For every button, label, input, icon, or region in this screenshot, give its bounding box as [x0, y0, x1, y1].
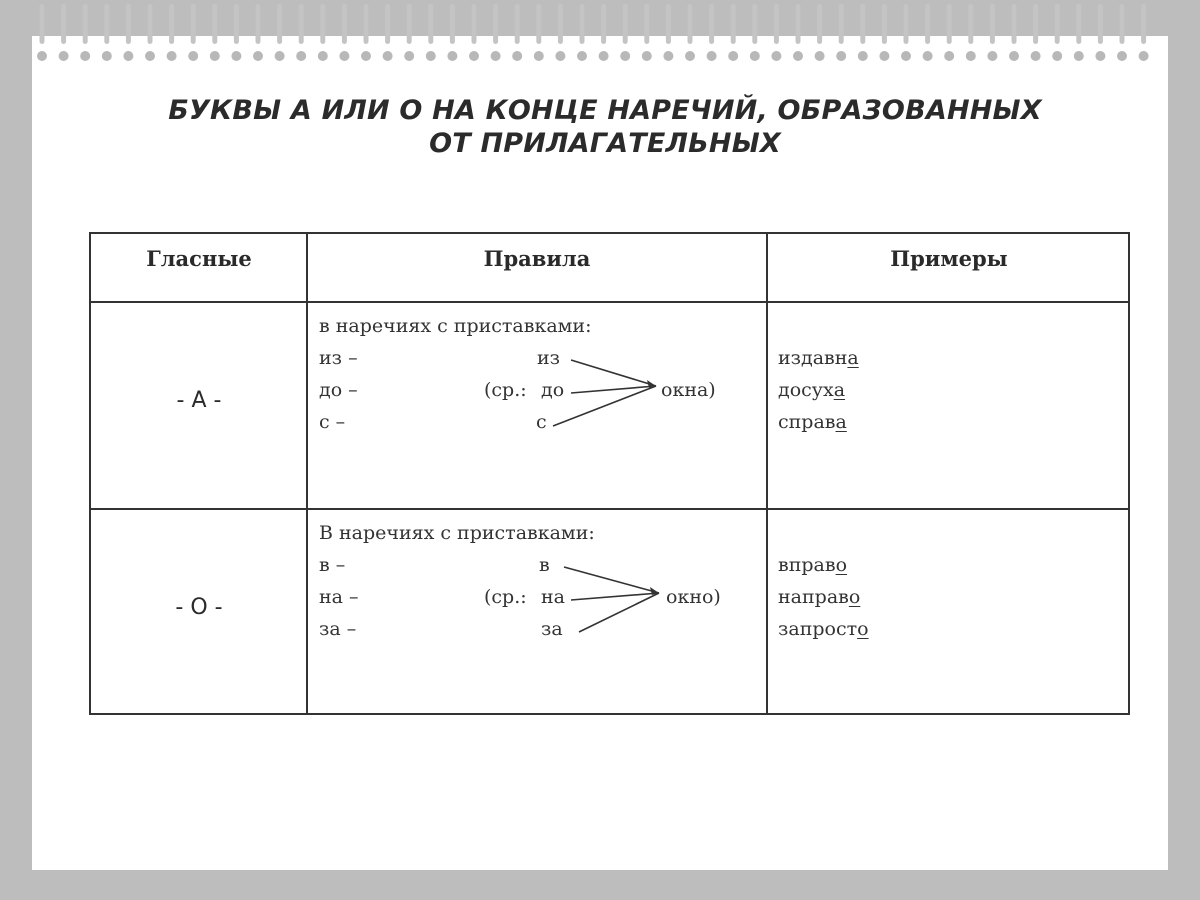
vowel-o: - О - — [175, 595, 223, 620]
title-line-2: ОТ ПРИЛАГАТЕЛЬНЫХ — [429, 128, 781, 159]
example-a-2: досуха — [778, 379, 846, 401]
rule-heading-o: В наречиях с приставками: — [319, 522, 595, 544]
example-a-1: издавна — [778, 347, 859, 369]
prefix-o-2: на – — [319, 586, 359, 608]
compare-word-a: окна) — [661, 379, 716, 401]
prefix-a-3: с – — [319, 411, 346, 433]
compare-prefix-a-2: до — [541, 379, 565, 401]
header-rules: Правила — [483, 246, 591, 271]
compare-prefix-a-1: из — [537, 347, 561, 369]
compare-prefix-o-1: в — [539, 554, 550, 576]
compare-prefix-a-3: с — [536, 411, 547, 433]
compare-word-o: окно) — [666, 586, 721, 608]
example-a-3: справа — [778, 411, 847, 433]
prefix-a-2: до – — [319, 379, 358, 401]
rules-table — [89, 232, 1130, 715]
header-vowels: Гласные — [146, 246, 252, 271]
vowel-a: - А - — [176, 388, 222, 413]
prefix-o-3: за – — [319, 618, 357, 640]
prefix-a-1: из – — [319, 347, 358, 369]
compare-prefix-o-3: за — [541, 618, 563, 640]
compare-prefix-o-2: на — [541, 586, 565, 608]
title-line-1: БУКВЫ А ИЛИ О НА КОНЦЕ НАРЕЧИЙ, ОБРАЗОВАННЫХ — [168, 95, 1042, 126]
header-examples: Примеры — [890, 246, 1008, 271]
compare-open-o: (ср.: — [484, 586, 527, 608]
example-o-1: вправо — [778, 554, 848, 576]
compare-open-a: (ср.: — [484, 379, 527, 401]
page-title — [0, 94, 1200, 160]
example-o-2: направо — [778, 586, 861, 608]
example-o-3: запросто — [778, 618, 869, 640]
prefix-o-1: в – — [319, 554, 346, 576]
rule-heading-a: в наречиях с приставками: — [319, 315, 592, 337]
arrow-lines-o — [91, 234, 791, 714]
spiral-binding — [30, 0, 1170, 72]
